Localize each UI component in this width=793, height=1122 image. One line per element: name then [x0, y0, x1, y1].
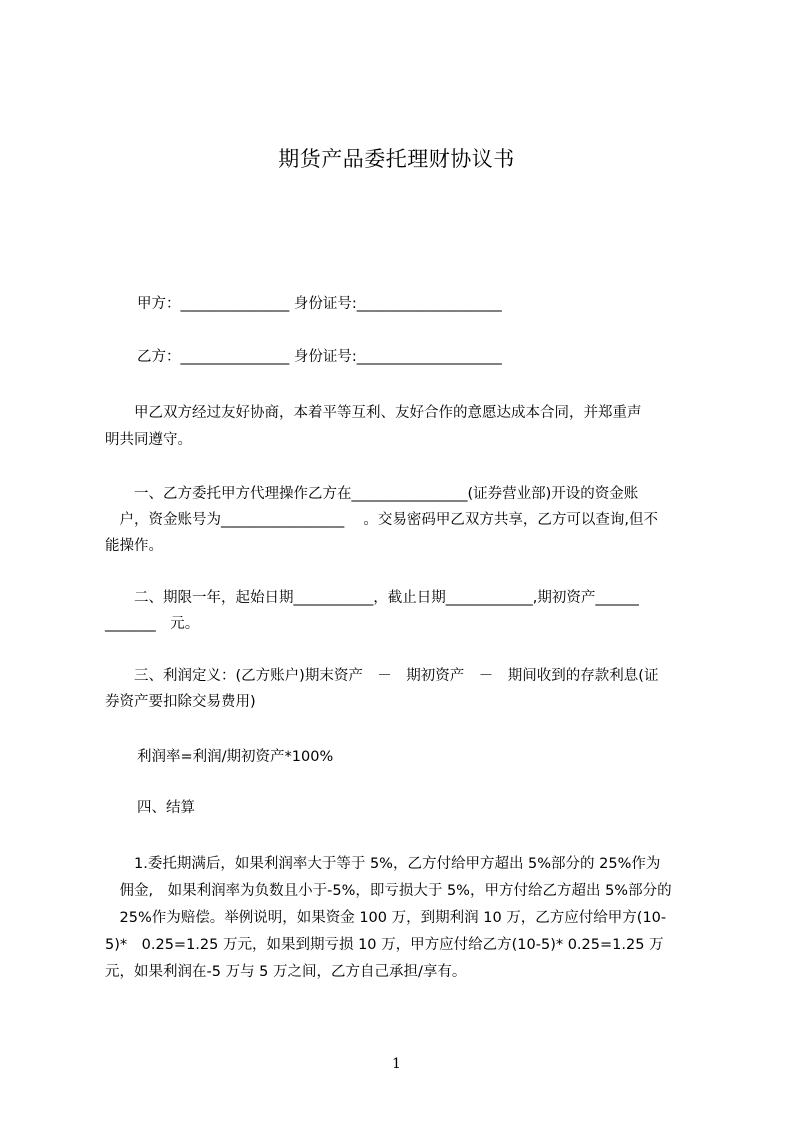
settlement-line-2: 佣金, 如果利润率为负数且小于-5%，即亏损大于 5%，甲方付给乙方超出 5%部分的	[105, 883, 672, 899]
clause1-line-1: 一、乙方委托甲方代理操作乙方在________________(证券营业部)开设的资金账	[105, 486, 639, 502]
clause1-line-3: 能操作。	[105, 538, 163, 554]
clause3-line-2: 券资产要扣除交易费用)	[105, 694, 256, 710]
clause4-heading: 四、结算	[137, 800, 195, 816]
profit-rate-formula: 利润率=利润/期初资产*100%	[137, 749, 334, 765]
settlement-line-4: 5)* 0.25=1.25 万元，如果到期亏损 10 万，甲方应付给乙方(10-5)* 0.25=1.25 万	[105, 937, 664, 953]
party-a-line: 甲方：_______________ 身份证号:____________________	[137, 296, 502, 312]
page-title: 期货产品委托理财协议书	[278, 147, 515, 171]
clause2-line-2: _______ 元。	[105, 616, 200, 632]
intro-line-1: 甲乙双方经过友好协商，本着平等互利、友好合作的意愿达成本合同，并郑重声	[105, 405, 642, 421]
settlement-line-5: 元，如果利润在-5 万与 5 万之间，乙方自己承担/享有。	[105, 964, 467, 980]
clause3-line-1: 三、利润定义：(乙方账户)期末资产 － 期初资产 － 期间收到的存款利息(证	[105, 668, 659, 684]
settlement-line-3: 25%作为赔偿。举例说明，如果资金 100 万，到期利润 10 万，乙方应付给甲方(10-	[105, 910, 667, 926]
intro-line-2: 明共同遵守。	[105, 432, 192, 448]
party-b-line: 乙方：_______________ 身份证号:____________________	[137, 349, 502, 365]
page-number: 1	[392, 1056, 401, 1072]
settlement-line-1: 1.委托期满后，如果利润率大于等于 5%，乙方付给甲方超出 5%部分的 25%作为	[105, 856, 661, 872]
clause2-line-1: 二、期限一年，起始日期___________，截止日期____________,期初资产______	[105, 590, 639, 606]
clause1-line-2: 户，资金账号为_________________ 。交易密码甲乙双方共享，乙方可以查询,但不	[105, 512, 658, 528]
